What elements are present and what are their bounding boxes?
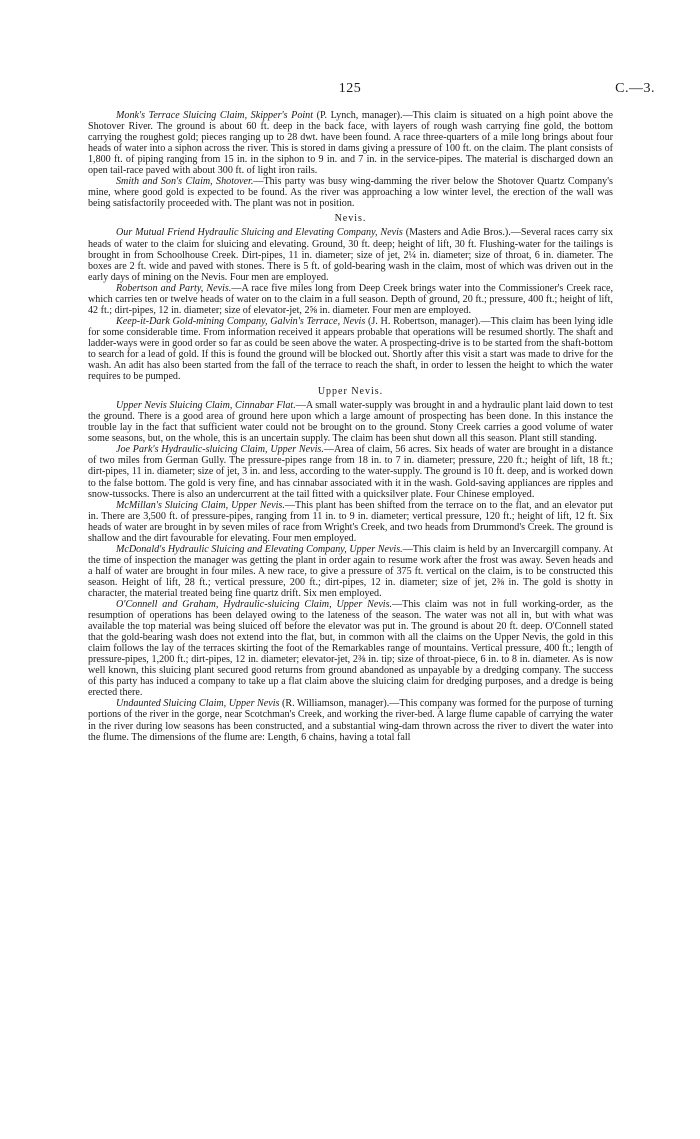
paragraph-text: —Area of claim, 56 acres. Six heads of water are brought in a distance of two miles from German Gully. The pressure-pipes range from 18 in. to 7 in. diameter; pressure, 220 ft.; height of lift, 18 ft.; dirt-pipes, 11 in. diameter; size of jet, 3 in. and less, according to the water-supply. The ground is 10 ft. deep, and is worked down to the false bottom. The gold is very fine, and has cinnabar associated with it in the wash. Gold-saving appliances are ripples and snow-tussocks. There is also an undercurrent at the tail fitted with a quicksilver plate. Four Chinese employed. — [88, 444, 613, 500]
page-number: 125 — [338, 81, 362, 96]
paragraph-text: —This claim was not in full working-order, as the resumption of operations has been delayed owing to the lateness of the season. The water was not all in, but with what was available the top material was being sluiced off before the elevator was put in. The ground is about 20 ft. deep. O'Connell stated that the gold-bearing wash does not extend into the flat, but, in common with all the claims on the Upper Nevis, the gold in this claim follows the lay of the terraces skirting the foot of the Remarkables range of mountains. Vertical pressure, 400 ft.; length of pressure-pipes, 1,200 ft.; dirt-pipes, 12 in. diameter; elevator-jet, 2⅜ in. tip; size of throat-piece, 6 in. to 8 in. diameter. As is now well known, this sluicing plant secured good returns from ground abandoned as unpayable by a dredging company. The success of this party has induced a company to take up a flat claim above the sluicing claim for dredging purposes, and a dredge is being erected there. — [88, 599, 613, 699]
paragraph-text: —This party was busy wing-damming the river below the Shotover Quartz Company's mine, where good gold is expected to be found. As the river was approaching a low winter level, the erection of the wall was being satisfactorily proceeded with. The plant was not in position. — [88, 176, 613, 210]
claim-title: Joe Park's Hydraulic-sluicing Claim, Upper Nevis. — [116, 444, 324, 456]
claim-title: Upper Nevis Sluicing Claim, Cinnabar Flat. — [116, 400, 296, 412]
document-body — [88, 110, 613, 743]
paragraph — [88, 227, 613, 282]
claim-title: Smith and Son's Claim, Shotover. — [116, 176, 254, 188]
paragraph — [88, 698, 613, 742]
section-heading: Upper Nevis. — [317, 386, 384, 398]
paragraph — [88, 110, 613, 176]
claim-title: Robertson and Party, Nevis. — [116, 282, 232, 294]
claim-title: McDonald's Hydraulic Sluicing and Elevating Company, Upper Nevis. — [116, 543, 403, 555]
claim-title: O'Connell and Graham, Hydraulic-sluicing Claim, Upper Nevis. — [116, 599, 393, 611]
paragraph — [88, 599, 613, 698]
paragraph — [88, 176, 613, 209]
paragraph-text: (P. Lynch, manager).—This claim is situated on a high point above the Shotover River. The ground is about 60 ft. deep in the back face, with layers of rough wash carrying fine gold, the bottom carrying the roughest gold; pieces ranging up to 28 dwt. have been found. A race three-quarters of a mile long brings about four heads of water into a siphon across the river. This is stored in dams giving a pressure of 100 ft. on the claim. The plant consists of 1,800 ft. of piping ranging from 15 in. in the siphon to 9 in. and 7 in. in the service-pipes. The material is discharged down an open tail-race paved with about 300 ft. of light iron rails. — [88, 110, 613, 177]
claim-title: Monk's Terrace Sluicing Claim, Skipper's Point — [116, 110, 314, 121]
paragraph-text: (Masters and Adie Bros.).—Several races carry six heads of water to the claim for sluicing and elevating. Ground, 30 ft. deep; height of lift, 30 ft. Flushing-water for the tailings is brought in from Schoolhouse Creek. Dirt-pipes, 11 in. diameter; size of jet, 2¼ in. diameter; size of throat, 6 in. diameter. The boxes are 2 ft. wide and paved with stones. There is 5 ft. of gold-bearing wash in the claim, most of which was driven out in the early days of mining on the Nevis. Four men are employed. — [88, 227, 613, 283]
claim-title: Our Mutual Friend Hydraulic Sluicing and Elevating Company, Nevis — [116, 227, 403, 239]
paragraph — [88, 444, 613, 499]
paragraph — [88, 500, 613, 544]
paragraph — [88, 400, 613, 444]
paragraph — [88, 316, 613, 382]
claim-title: Undaunted Sluicing Claim, Upper Nevis — [116, 698, 280, 710]
claim-title: Keep-it-Dark Gold-mining Company, Galvin's Terrace, Nevis — [116, 315, 366, 327]
paragraph-text: (R. Williamson, manager).—This company was formed for the purpose of turning portions of the river in the gorge, near Scotchman's Creek, and working the river-bed. A large flume capable of carrying the water in the river during low seasons has been constructed, and a substantial wing-dam thrown across the river to divert the water into the flume. The dimensions of the flume are: Length, 6 chains, having a total fall — [88, 698, 613, 743]
paragraph — [88, 283, 613, 316]
paragraph-text: (J. H. Robertson, manager).—This claim has been lying idle for some considerable time. From information received it appears probable that operations will be resumed shortly. The shaft and ladder-ways were in good order so far as could be seen above the water. A prospecting-drive is to be started from the shaft-bottom to search for a lead of gold. If this is found the ground will be blocked out. Shortly after this visit a start was made to drive for the wash. An adit has also been started from the fall of the terrace to reach the shaft, in order to lessen the height to which the water requires to be pumped. — [88, 315, 613, 383]
paragraph-text: —This claim is held by an Invercargill company. At the time of inspection the manager was getting the plant in order again to resume work after the frost was away. Seven heads and a half of water are brought in four miles. A new race, to give a pressure of 375 ft. vertical on the claim, is to be constructed this season. Height of lift, 28 ft.; vertical pressure, 200 ft.; dirt-pipes, 12 in. diameter; size of jet, 2⅜ in. The gold is shotty in character, the material treated being fine quartz drift. Six men employed. — [88, 543, 613, 599]
paragraph-text: —A small water-supply was brought in and a hydraulic plant laid down to test the ground. There is a good area of ground here upon which a large amount of prospecting has been done. In this instance the trouble lay in the fact that sufficient water could not be brought on to the ground. Stony Creek carries a good volume of water some seasons, but, on the whole, this is an uncertain supply. The claim has been shut down all this season. Plant still standing. — [88, 400, 613, 445]
paragraph — [88, 544, 613, 599]
document-reference: C.—3. — [615, 81, 655, 96]
section-heading: Nevis. — [334, 213, 367, 225]
claim-title: McMillan's Sluicing Claim, Upper Nevis. — [116, 499, 285, 511]
paragraph-text: —This plant has been shifted from the terrace on to the flat, and an elevator put in. There are 3,500 ft. of pressure-pipes, ranging from 11 in. to 9 in. diameter; vertical pressure, 120 ft.; height of lift, 12 ft. Six heads of water are brought in by seven miles of race from Wright's Creek, and two heads from Drummond's Creek. The ground is shallow and the dirt favourable for elevating. Four men employed. — [88, 499, 613, 544]
paragraph-text: —A race five miles long from Deep Creek brings water into the Commissioner's Creek race, which carries ten or twelve heads of water on to the claim in a full season. Depth of ground, 20 ft.; pressure, 400 ft.; height of lift, 42 ft.; dirt-pipes, 12 in. diameter; size of elevator-jet, 2⅝ in. diameter. Four men are employed. — [88, 282, 614, 316]
